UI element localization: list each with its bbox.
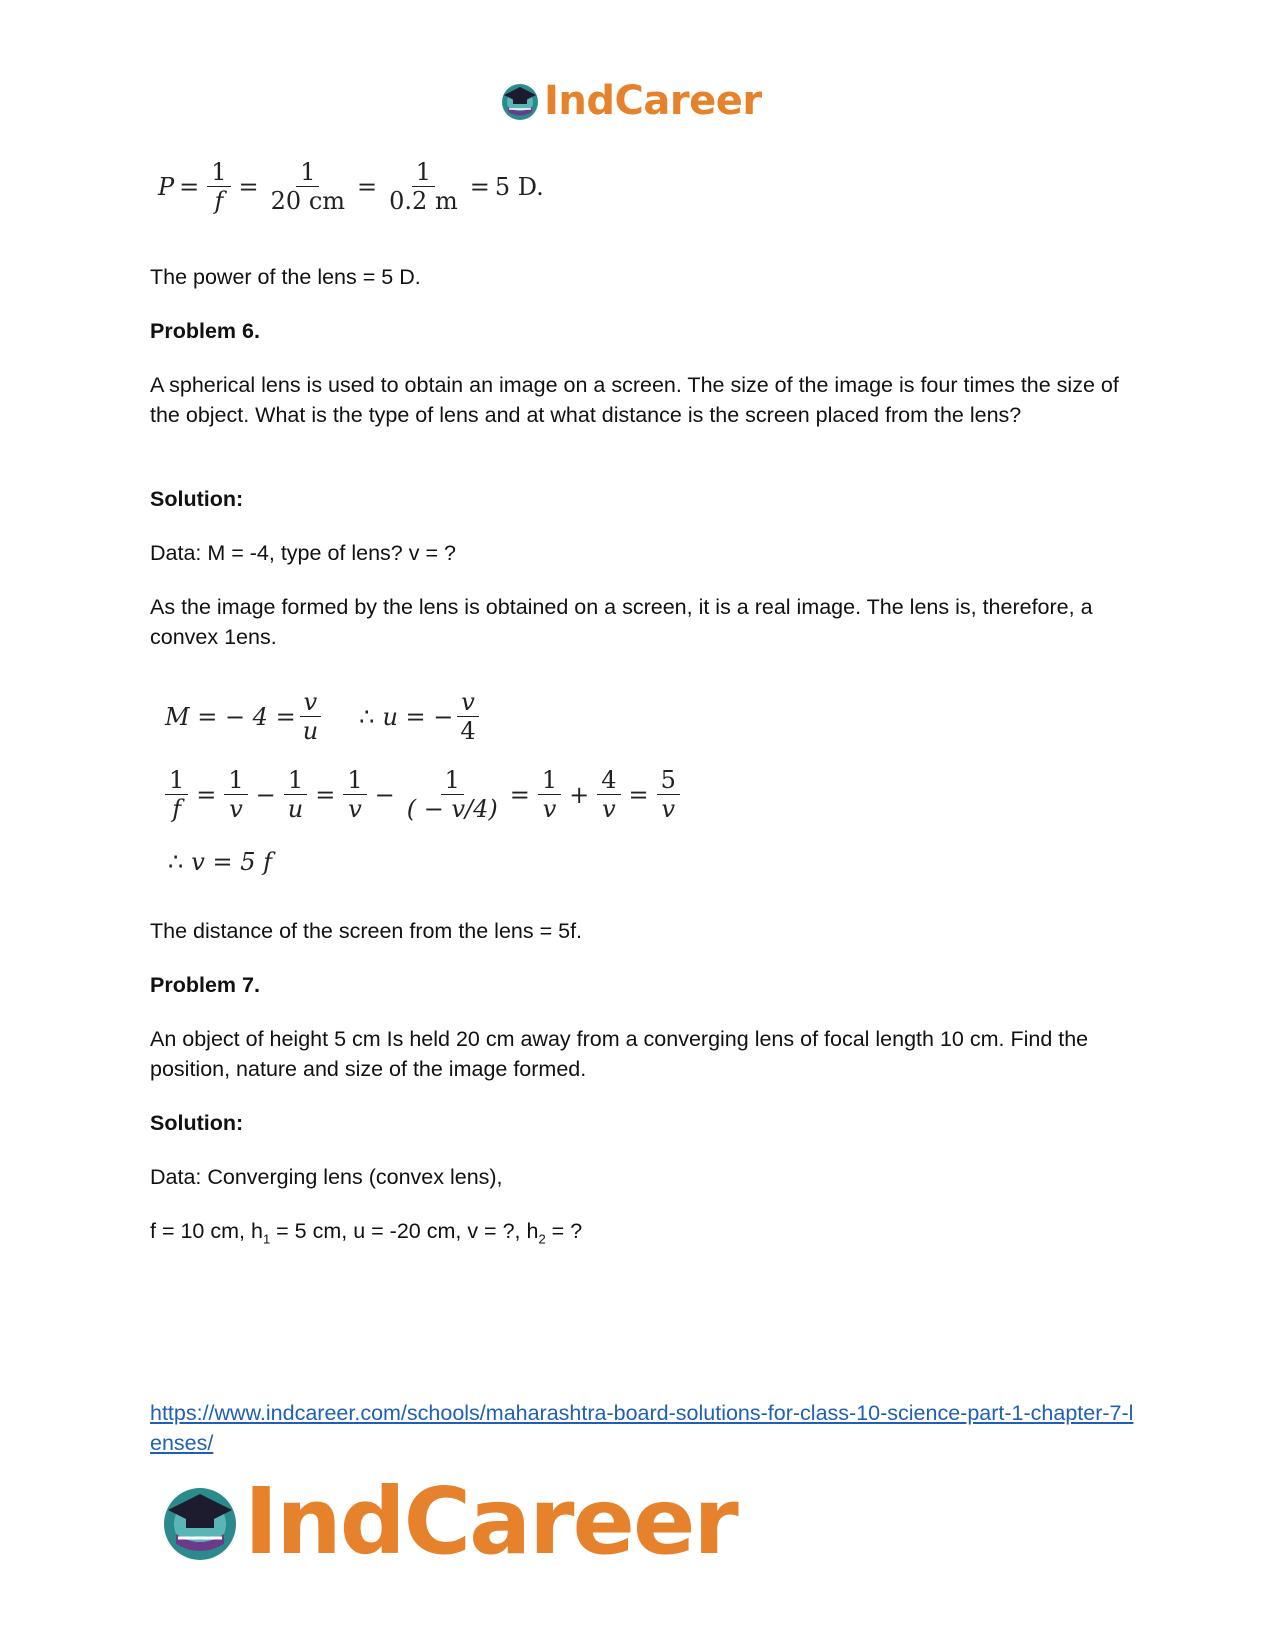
fraction xyxy=(538,766,561,823)
fraction xyxy=(267,158,349,215)
graduation-cap-globe-icon xyxy=(500,81,540,121)
fraction xyxy=(165,766,188,823)
fraction xyxy=(207,158,230,215)
values-text: f = 10 cm, h xyxy=(150,1219,263,1243)
denominator: u xyxy=(302,717,319,745)
denominator: v xyxy=(661,795,676,823)
magnification-formula xyxy=(165,688,483,745)
problem-7-solution-heading: Solution: xyxy=(150,1111,244,1135)
fraction xyxy=(403,766,502,823)
source-link[interactable]: https://www.indcareer.com/schools/maharashtra-board-solutions-for-class-10-science-part-1-chapter-7-lenses/ xyxy=(150,1401,1134,1455)
numerator: 1 xyxy=(207,158,230,187)
problem-6-data: Data: M = -4, type of lens? v = ? xyxy=(150,541,456,565)
logo-text: IndCareer xyxy=(544,78,762,124)
fraction xyxy=(456,688,479,745)
numerator: 1 xyxy=(538,766,561,795)
denominator: f xyxy=(214,187,224,215)
formula-result: v = 5 f xyxy=(191,848,272,876)
problem-7-data: Data: Converging lens (convex lens), xyxy=(150,1165,503,1189)
denominator: u xyxy=(287,795,304,823)
values-text: = ? xyxy=(545,1219,583,1243)
power-formula: P = $\frac{1}{f}$ = $\frac{1}{20 cm}$ = $\frac{1}{0.2 m}$ = 5 D. xyxy=(158,158,544,215)
logo-text: IndCareer xyxy=(244,1468,737,1575)
problem-6-heading: Problem 6. xyxy=(150,319,260,343)
problem-6-question: A spherical lens is used to obtain an image on a screen. The size of the image is four times the size of the object. What is the type of lens and at what distance is the screen placed from the lens? xyxy=(150,373,1119,427)
problem-7-values xyxy=(150,1216,1125,1246)
footer-logo xyxy=(160,1468,737,1575)
problem-6-explanation: As the image formed by the lens is obtained on a screen, it is a real image. The lens is, therefore, a convex 1ens. xyxy=(150,595,1093,649)
denominator: 0.2 m xyxy=(389,187,458,215)
numerator: 1 xyxy=(296,158,319,187)
fraction xyxy=(385,158,462,215)
denominator: v xyxy=(348,795,362,823)
subscript: 2 xyxy=(538,1231,546,1247)
fraction xyxy=(597,766,620,823)
numerator: 1 xyxy=(441,766,464,795)
formula-result: 5 D. xyxy=(494,172,544,201)
header-logo xyxy=(500,78,762,124)
numerator: v xyxy=(457,688,479,717)
denominator: 4 xyxy=(460,717,476,745)
denominator: f xyxy=(172,795,182,823)
result-formula xyxy=(168,848,272,876)
numerator: 4 xyxy=(597,766,620,795)
power-statement: The power of the lens = 5 D. xyxy=(150,265,421,289)
problem-6-solution-heading: Solution: xyxy=(150,487,244,511)
fraction xyxy=(299,688,322,745)
numerator: 5 xyxy=(657,766,680,795)
problem-7-question: An object of height 5 cm Is held 20 cm away from a converging lens of focal length 10 cm. Find the position, nature and size of the image formed. xyxy=(150,1027,1089,1081)
graduation-cap-globe-icon xyxy=(160,1482,240,1562)
numerator: 1 xyxy=(165,766,188,795)
formula-lhs: u = − xyxy=(382,702,454,731)
numerator: v xyxy=(300,688,322,717)
numerator: 1 xyxy=(412,158,435,187)
denominator: ( − v/4) xyxy=(406,795,498,823)
fraction xyxy=(284,766,307,823)
denominator: 20 cm xyxy=(270,187,346,215)
problem-7-heading: Problem 7. xyxy=(150,973,260,997)
subscript: 1 xyxy=(262,1231,271,1247)
values-text: = 5 cm, u = -20 cm, v = ?, h xyxy=(270,1219,539,1243)
formula-lhs: M = − 4 = xyxy=(165,702,296,731)
fraction xyxy=(224,766,247,823)
denominator: v xyxy=(602,795,616,823)
therefore-symbol: ∴ xyxy=(359,702,375,731)
formula-symbol: P xyxy=(158,172,175,201)
fraction xyxy=(343,766,366,823)
numerator: 1 xyxy=(343,766,366,795)
numerator: 1 xyxy=(224,766,247,795)
therefore-symbol: ∴ xyxy=(168,848,184,876)
lens-formula: $\frac{1}{f}$ = $\frac{1}{v}$ − $\frac{1}{u}$ = $\frac{1}{v}$ − $\frac{1}{( - v/4)}$ = $\frac{1}{v}$ + $\frac{4}{v}$ = $\frac{5}{v}$ xyxy=(162,766,683,823)
problem-6-conclusion: The distance of the screen from the lens = 5f. xyxy=(150,919,583,943)
fraction xyxy=(657,766,680,823)
denominator: v xyxy=(229,795,243,823)
denominator: v xyxy=(542,795,557,823)
numerator: 1 xyxy=(284,766,307,795)
